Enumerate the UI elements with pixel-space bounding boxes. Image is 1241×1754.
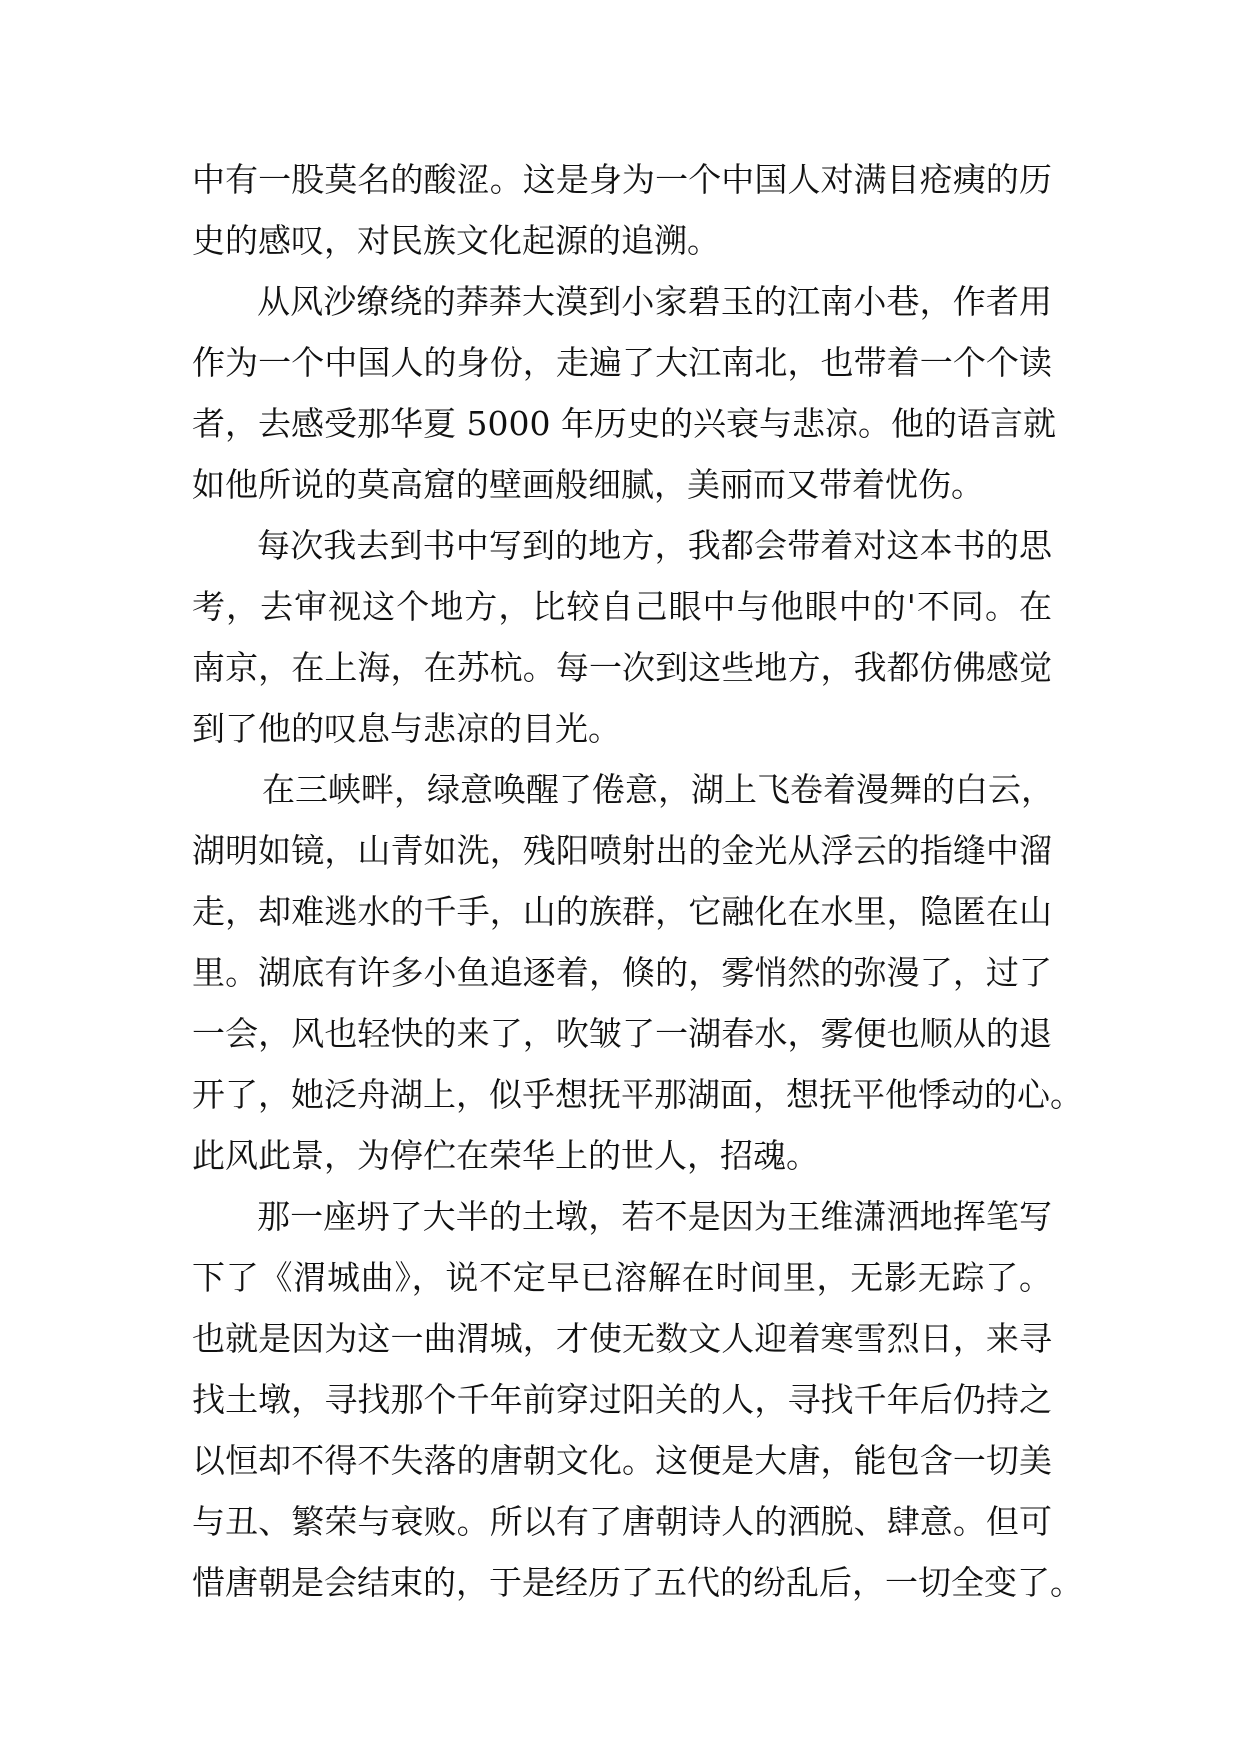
text-line: 一会，风也轻快的来了，吹皱了一湖春水，雾便也顺从的退 [192, 1014, 1052, 1053]
paragraph-first-line: 在三峡畔，绿意唤醒了倦意，湖上飞卷着漫舞的白云， [262, 770, 1054, 809]
text-line: 此风此景，为停伫在荣华上的世人，招魂。 [192, 1136, 819, 1175]
text-line: 湖明如镜，山青如洗，残阳喷射出的金光从浮云的指缝中溜 [192, 831, 1052, 870]
text-line: 考，去审视这个地方，比较自己眼中与他眼中的'不同。在 [192, 587, 1052, 626]
text-line: 者，去感受那华夏 5000 年历史的兴衰与悲凉。他的语言就 [192, 404, 1056, 443]
text-line: 下了《渭城曲》，说不定早已溶解在时间里，无影无踪了。 [192, 1258, 1052, 1297]
text-line: 与丑、繁荣与衰败。所以有了唐朝诗人的洒脱、肆意。但可 [192, 1502, 1052, 1541]
text-line: 中有一股莫名的酸涩。这是身为一个中国人对满目疮痍的历 [192, 160, 1052, 199]
text-line: 如他所说的莫高窟的壁画般细腻，美丽而又带着忧伤。 [192, 465, 984, 504]
text-line: 里。湖底有许多小鱼追逐着，倏的，雾悄然的弥漫了，过了 [192, 953, 1052, 992]
text-line: 到了他的叹息与悲凉的目光。 [192, 709, 621, 748]
text-line: 作为一个中国人的身份，走遍了大江南北，也带着一个个读 [192, 343, 1052, 382]
text-line: 惜唐朝是会结束的，于是经历了五代的纷乱后，一切全变了。 [192, 1563, 1083, 1602]
paragraph-first-line: 从风沙缭绕的莽莽大漠到小家碧玉的江南小巷，作者用 [257, 282, 1052, 321]
text-line: 南京，在上海，在苏杭。每一次到这些地方，我都仿佛感觉 [192, 648, 1052, 687]
text-line: 以恒却不得不失落的唐朝文化。这便是大唐，能包含一切美 [192, 1441, 1052, 1480]
text-line: 走，却难逃水的千手，山的族群，它融化在水里，隐匿在山 [192, 892, 1052, 931]
text-line: 也就是因为这一曲渭城，才使无数文人迎着寒雪烈日，来寻 [192, 1319, 1052, 1358]
paragraph-first-line: 每次我去到书中写到的地方，我都会带着对这本书的思 [257, 526, 1052, 565]
text-line: 开了，她泛舟湖上，似乎想抚平那湖面，想抚平他悸动的心。 [192, 1075, 1083, 1114]
text-line: 史的感叹，对民族文化起源的追溯。 [192, 221, 720, 260]
paragraph-first-line: 那一座坍了大半的土墩，若不是因为王维潇洒地挥笔写 [257, 1197, 1052, 1236]
text-line: 找土墩，寻找那个千年前穿过阳关的人，寻找千年后仍持之 [192, 1380, 1052, 1419]
